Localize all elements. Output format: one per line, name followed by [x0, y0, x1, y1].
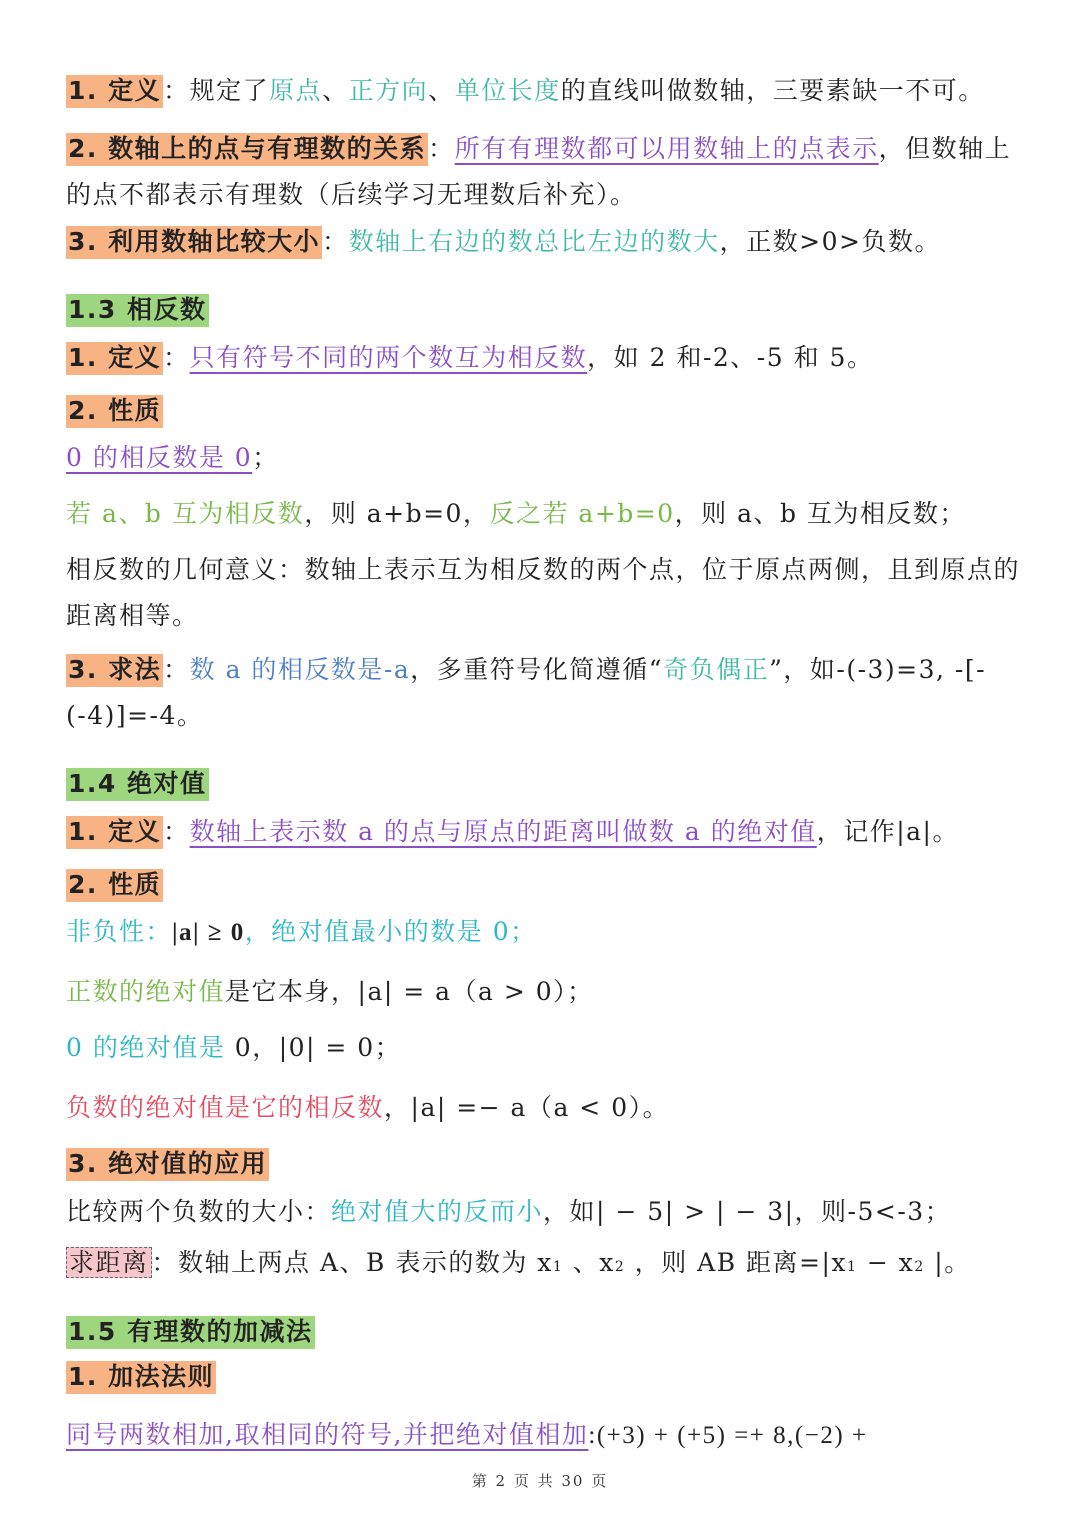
highlight-positive: 正数的绝对值	[66, 977, 226, 1006]
abs-property-heading	[66, 868, 1020, 902]
axis-relation-tag: 2. 数轴上的点与有理数的关系	[66, 133, 428, 166]
text: ：	[163, 343, 190, 372]
axis-definition-tag: 1. 定义	[66, 75, 163, 108]
highlight-rule: 奇负偶正	[663, 655, 770, 684]
abs-application-heading	[66, 1147, 1020, 1181]
text: 比较两个负数的大小：	[66, 1197, 332, 1226]
abs-property-1	[66, 915, 1020, 950]
text: ：数轴上两点 A、B 表示的数为 x	[151, 1248, 553, 1277]
highlight-negative: 负数的绝对值是它的相反数	[66, 1093, 385, 1122]
highlight-definition: 只有符号不同的两个数互为相反数	[189, 343, 588, 372]
highlight-opposite-of-a: 数 a 的相反数是-a	[189, 655, 411, 684]
highlight-if: 若 a、b 互为相反数	[66, 499, 305, 528]
text: 是它本身，|a| = a（a > 0）；	[225, 977, 594, 1006]
text: ；	[252, 443, 279, 472]
text: ：规定了	[163, 76, 270, 105]
highlight-statement: 所有有理数都可以用数轴上的点表示	[454, 134, 879, 163]
text: ，|a| =− a（a < 0）。	[384, 1093, 670, 1122]
text: ，正数>0>负数。	[719, 227, 941, 256]
math-expression: |a| ≥ 0	[172, 919, 245, 946]
opposite-definition-line	[66, 341, 1020, 375]
text: − x	[857, 1248, 915, 1277]
highlight-unit-length: 单位长度	[454, 76, 561, 105]
text: 、x	[563, 1248, 615, 1277]
text: 0，|0| = 0；	[225, 1033, 402, 1062]
opposite-property-3	[66, 547, 1020, 639]
abs-application-2	[66, 1246, 1020, 1284]
highlight-origin: 原点	[269, 76, 323, 105]
opposite-property-1	[66, 441, 1020, 475]
subscript: 1	[847, 1259, 858, 1275]
text: ，则 a+b=0，	[304, 499, 490, 528]
text: ，则 a、b 互为相反数；	[674, 499, 966, 528]
highlight-abs-definition: 数轴上表示数 a 的点与原点的距离叫做数 a 的绝对值	[189, 817, 817, 846]
axis-relation-paragraph	[66, 126, 1020, 218]
abs-application-1	[66, 1195, 1020, 1229]
text: ，记作|a|。	[816, 817, 959, 846]
text: ：	[163, 655, 190, 684]
section-title: 1.3 相反数	[66, 294, 209, 327]
highlight-nonneg: 非负性：	[66, 917, 173, 946]
text: ，如| − 5| > | − 3|，则-5<-3；	[543, 1197, 952, 1226]
subscript: 1	[552, 1259, 564, 1275]
text: 、	[322, 76, 349, 105]
abs-definition-line	[66, 815, 1020, 849]
section-heading-1-3	[66, 293, 1020, 327]
axis-definition-line	[66, 74, 1020, 108]
math-expression: :(+3) + (+5) =+ 8,(−2) +	[588, 1422, 868, 1449]
text: ，多重符号化简遵循“	[410, 655, 664, 684]
highlight-zero-opposite: 0 的相反数是 0	[66, 443, 253, 472]
abs-property-3	[66, 1031, 1020, 1065]
highlight-larger-smaller: 绝对值大的反而小	[331, 1197, 544, 1226]
subscript: 2	[914, 1259, 925, 1275]
text: ：	[428, 134, 455, 163]
highlight-same-sign: 同号两数相加,取相同的符号,并把绝对值相加	[66, 1420, 589, 1449]
opposite-property-2	[66, 497, 1020, 531]
abs-property-tag: 2. 性质	[66, 869, 163, 902]
abs-definition-tag: 1. 定义	[66, 816, 163, 849]
section-heading-1-4	[66, 767, 1020, 801]
abs-application-tag: 3. 绝对值的应用	[66, 1148, 269, 1181]
section-title: 1.4 绝对值	[66, 768, 209, 801]
axis-compare-line	[66, 225, 1020, 259]
highlight-compare: 数轴上右边的数总比左边的数大	[348, 227, 720, 256]
text: 的直线叫做数轴，三要素缺一不可。	[560, 76, 985, 105]
text: ，如 2 和-2、-5 和 5。	[587, 343, 874, 372]
axis-compare-tag: 3. 利用数轴比较大小	[66, 226, 322, 259]
text: ，则 AB 距离=|x	[625, 1248, 848, 1277]
text: ”，如-(-3)=3, -[-(-4)]=-4。	[66, 655, 987, 730]
text: ：	[163, 817, 190, 846]
highlight-direction: 正方向	[348, 76, 429, 105]
section-title: 1.5 有理数的加减法	[66, 1316, 315, 1349]
opposite-method-tag: 3. 求法	[66, 654, 163, 687]
opposite-method	[66, 647, 1020, 739]
opposite-definition-tag: 1. 定义	[66, 342, 163, 375]
distance-tag: 求距离	[66, 1247, 152, 1278]
text: ，但数轴上的点不都表示有理数（后续学习无理数后补充）。	[66, 134, 1012, 209]
section-heading-1-5	[66, 1315, 1020, 1349]
opposite-property-tag: 2. 性质	[66, 395, 163, 428]
highlight-zero: 0 的绝对值是	[66, 1033, 226, 1062]
abs-property-2	[66, 975, 1020, 1009]
subscript: 2	[614, 1259, 626, 1275]
text: ：	[322, 227, 349, 256]
highlight-min: ，绝对值最小的数是 0；	[244, 917, 537, 946]
highlight-converse: 反之若 a+b=0	[489, 499, 675, 528]
page-footer: 第 2 页 共 30 页	[471, 1472, 609, 1490]
addition-rule-1	[66, 1418, 1020, 1453]
opposite-property-heading	[66, 394, 1020, 428]
addition-rule-heading	[66, 1360, 1020, 1394]
text: |。	[924, 1248, 971, 1277]
addition-rule-tag: 1. 加法法则	[66, 1361, 216, 1394]
text: 、	[428, 76, 455, 105]
abs-property-4	[66, 1091, 1020, 1125]
text: 相反数的几何意义：数轴上表示互为相反数的两个点，位于原点两侧，且到原点的距离相等。	[66, 555, 1021, 630]
